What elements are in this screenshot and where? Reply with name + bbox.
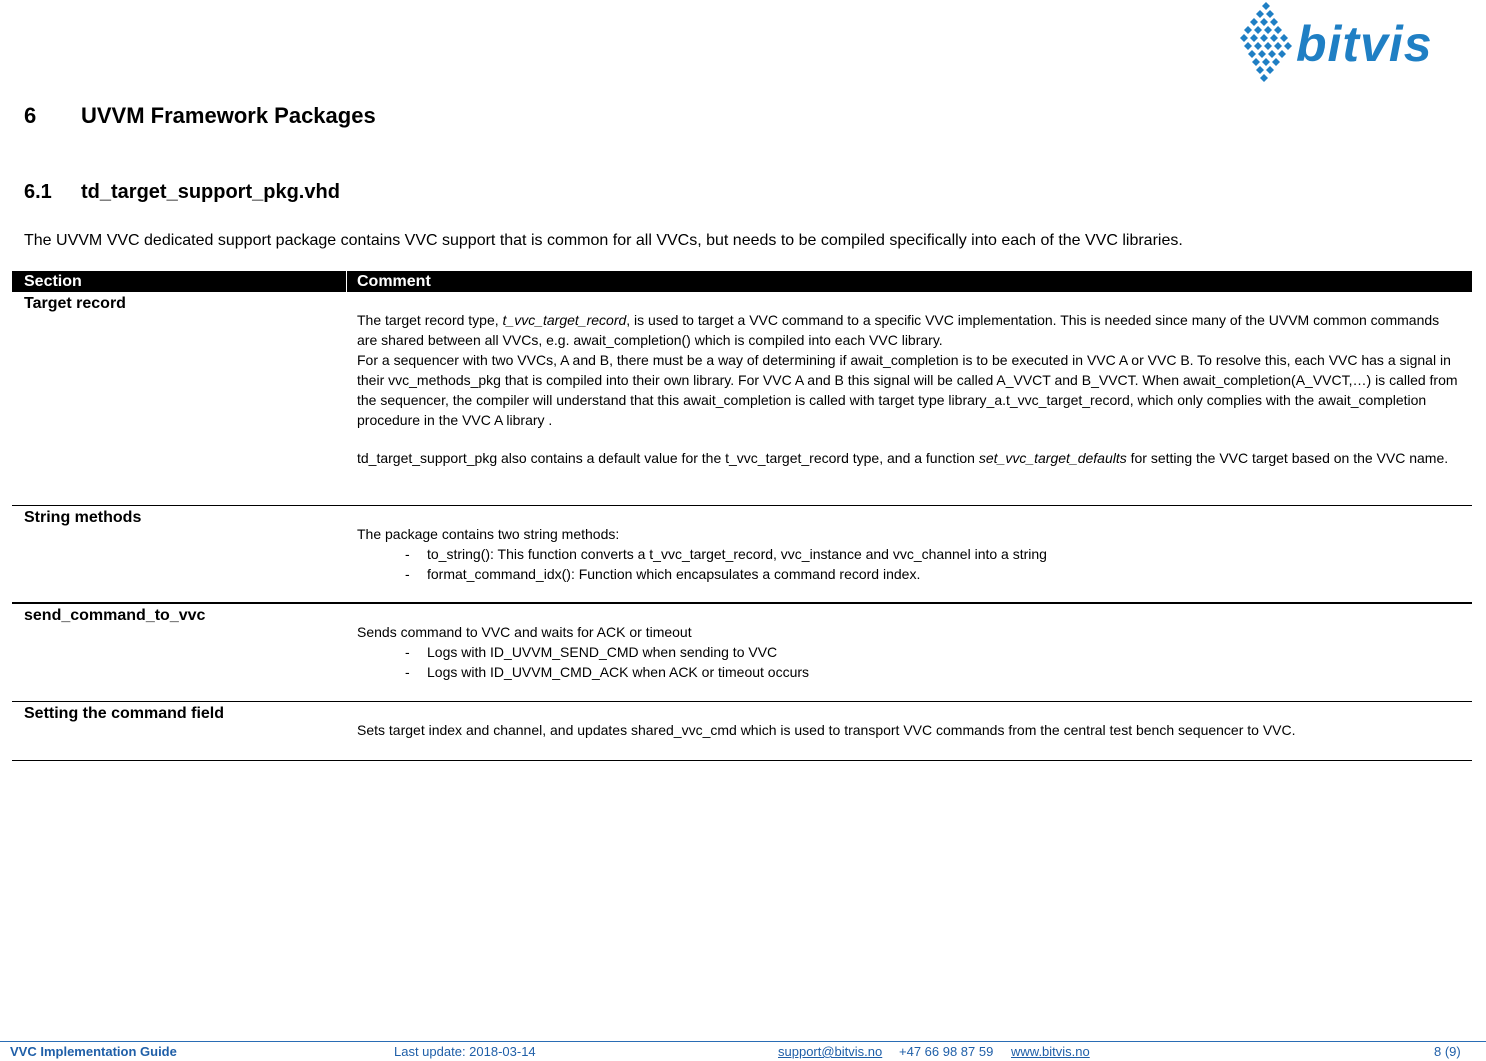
package-table: [12, 271, 1472, 761]
footer-email-link[interactable]: support@bitvis.no: [778, 1044, 883, 1059]
section-number: 6: [24, 103, 37, 128]
row-section: send_command_to_vvc: [24, 607, 206, 624]
list-item: - Logs with ID_UVVM_CMD_ACK when ACK or timeout occurs: [357, 662, 1462, 682]
row-section: Target record: [24, 295, 126, 312]
header-section: Section: [12, 271, 347, 292]
row-comment: [346, 506, 1472, 602]
header-comment: Comment: [357, 273, 431, 290]
table-row: [12, 292, 1472, 506]
list-item: - format_command_idx(): Function which encapsulates a command record index.: [357, 564, 1462, 584]
subsection-heading: [24, 178, 340, 206]
page-footer: [0, 1041, 1486, 1061]
dash-list: [357, 642, 1462, 682]
list-item: - Logs with ID_UVVM_SEND_CMD when sending to VVC: [357, 642, 1462, 662]
logo-text: bitvis: [1296, 16, 1433, 72]
comment-paragraph: The target record type, t_vvc_target_record, is used to target a VVC command to a specific VVC implementation. This is needed since many of the UVVM common commands are shared between all VVCs, e.g. await_completion() which is compiled into each VVC library.: [357, 312, 1440, 348]
footer-phone: +47 66 98 87 59: [899, 1044, 994, 1059]
footer-page-number: 8 (9): [1434, 1044, 1461, 1059]
comment-paragraph: For a sequencer with two VVCs, A and B, there must be a way of determining if await_completion is to be executed in VVC A or VVC B. To resolve this, each VVC has a signal in their vvc_methods_pkg that is compiled into their own library. For VVC A and B this signal will be called A_VVCT and B_VVCT. When await_completion(A_VVCT,…) is called from the sequencer, the compiler will understand that this await_completion is called with target type library_a.t_vvc_target_record, which only complies with the await_completion procedure in the VVC A library .: [357, 352, 1458, 428]
row-comment: [346, 604, 1472, 701]
table-row: [12, 506, 1472, 604]
row-comment: [346, 702, 1472, 760]
footer-last-update: Last update: 2018-03-14: [394, 1044, 536, 1059]
section-heading: [24, 102, 376, 130]
row-section: Setting the command field: [24, 705, 225, 722]
row-comment: [346, 292, 1472, 505]
subsection-title: td_target_support_pkg.vhd: [81, 181, 340, 203]
comment-paragraph: The package contains two string methods:: [357, 526, 620, 542]
table-row: [12, 604, 1472, 702]
table-row: [12, 702, 1472, 761]
intro-paragraph: The UVVM VVC dedicated support package contains VVC support that is common for all VVCs, but needs to be compiled specifically into each of the VVC libraries.: [24, 232, 1183, 249]
table-header: [12, 271, 1472, 292]
footer-website-link[interactable]: www.bitvis.no: [1011, 1044, 1090, 1059]
footer-title: VVC Implementation Guide: [10, 1044, 177, 1059]
comment-paragraph: td_target_support_pkg also contains a default value for the t_vvc_target_record type, and a function set_vvc_target_defaults for setting the VVC target based on the VVC name.: [357, 450, 1449, 466]
dash-list: [357, 544, 1462, 584]
comment-paragraph: Sets target index and channel, and updates shared_vvc_cmd which is used to transport VVC commands from the central test bench sequencer to VVC.: [357, 722, 1296, 738]
section-title: UVVM Framework Packages: [81, 103, 376, 128]
comment-paragraph: Sends command to VVC and waits for ACK or timeout: [357, 624, 692, 640]
subsection-number: 6.1: [24, 181, 52, 203]
list-item: - to_string(): This function converts a t_vvc_target_record, vvc_instance and vvc_channel into a string: [357, 544, 1462, 564]
row-section: String methods: [24, 509, 142, 526]
